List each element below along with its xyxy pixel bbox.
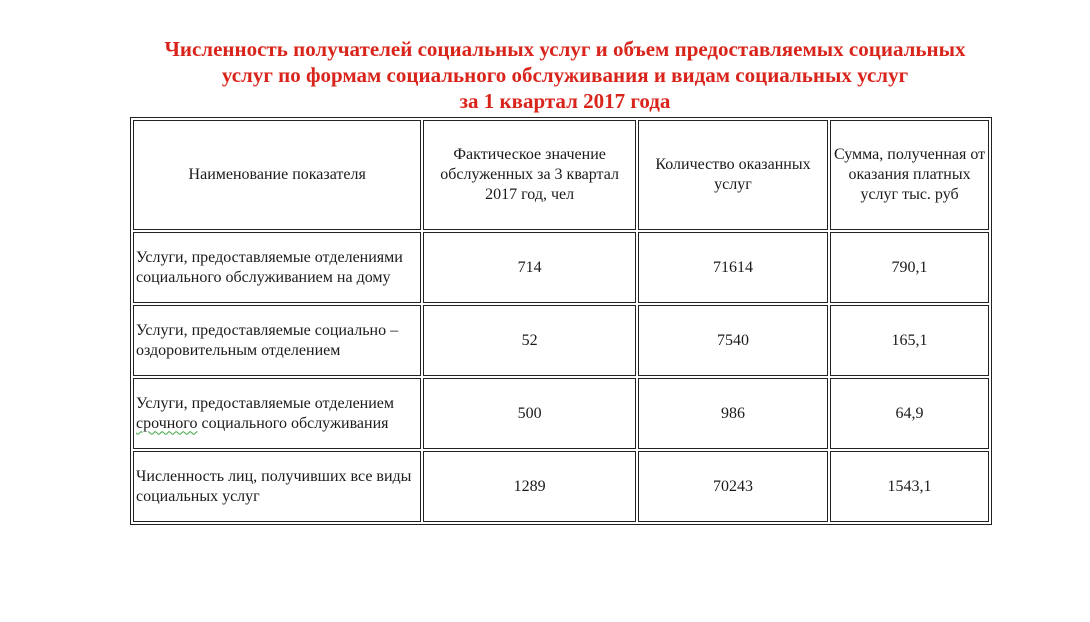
row-actual-value: 714 [423, 232, 635, 303]
row-actual-value: 1289 [423, 451, 635, 522]
table-row [133, 451, 989, 522]
document-title [60, 36, 1070, 114]
row-name-part: социального обслуживания [197, 414, 389, 432]
spellcheck-marked-word: срочного [136, 414, 198, 432]
row-indicator-name: Численность лиц, получивших все виды социальных услуг [133, 451, 421, 522]
header-indicator-name: Наименование показателя [133, 120, 421, 230]
row-services-count: 70243 [638, 451, 828, 522]
row-paid-sum: 1543,1 [830, 451, 989, 522]
row-actual-value: 52 [423, 305, 635, 376]
header-services-count: Количество оказанных услуг [638, 120, 828, 230]
table-row [133, 378, 989, 449]
row-name-part: Услуги, предоставляемые отделением [136, 394, 395, 412]
services-table [130, 117, 992, 525]
title-line-3: за 1 квартал 2017 года [459, 89, 671, 113]
header-actual-value: Фактическое значение обслуженных за 3 квартал 2017 год, чел [423, 120, 635, 230]
row-services-count: 7540 [638, 305, 828, 376]
row-indicator-name: Услуги, предоставляемые отделениями социального обслуживанием на дому [133, 232, 421, 303]
row-services-count: 986 [638, 378, 828, 449]
table-row [133, 305, 989, 376]
row-paid-sum: 790,1 [830, 232, 989, 303]
title-line-1: Численность получателей социальных услуг и объем предоставляемых социальных [164, 37, 966, 61]
row-indicator-name [133, 378, 421, 449]
row-services-count: 71614 [638, 232, 828, 303]
table-row [133, 232, 989, 303]
table-header-row [133, 120, 989, 230]
row-indicator-name: Услуги, предоставляемые социально –оздоровительным отделением [133, 305, 421, 376]
header-paid-sum: Сумма, полученная от оказания платных услуг тыс. руб [830, 120, 989, 230]
row-actual-value: 500 [423, 378, 635, 449]
row-paid-sum: 165,1 [830, 305, 989, 376]
title-line-2: услуг по формам социального обслуживания и видам социальных услуг [221, 63, 909, 87]
row-paid-sum: 64,9 [830, 378, 989, 449]
